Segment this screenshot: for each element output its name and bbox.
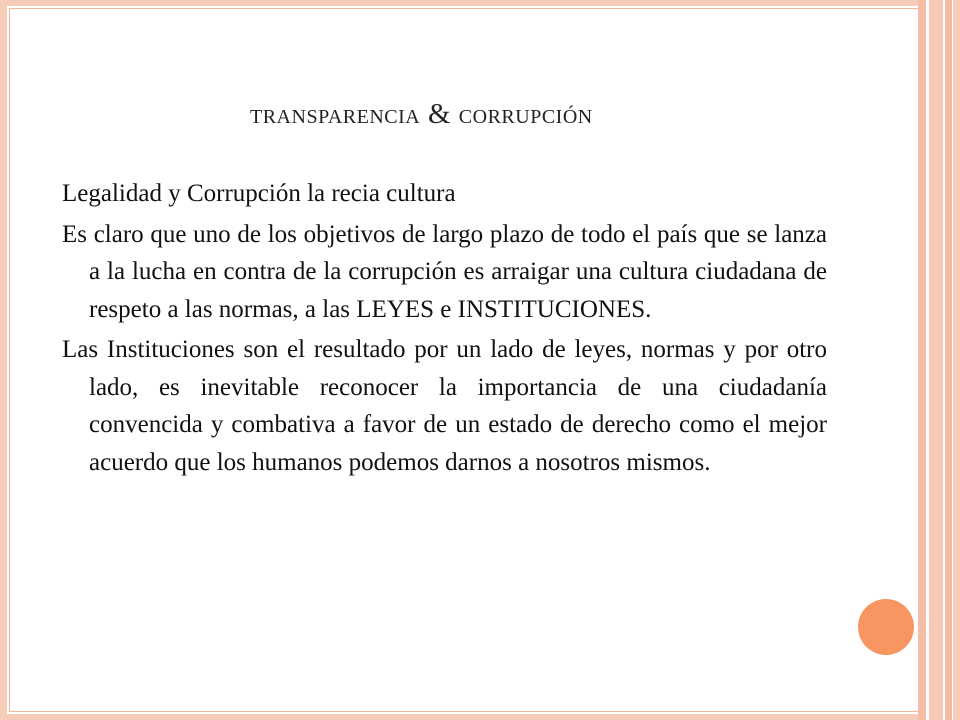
decorative-circle bbox=[858, 599, 914, 655]
slide-title: transparencia & corrupción bbox=[250, 98, 593, 130]
slide-body bbox=[62, 175, 827, 481]
stripe bbox=[929, 0, 943, 720]
stripe bbox=[918, 0, 926, 720]
decorative-side-stripes bbox=[918, 0, 960, 720]
body-paragraph: Es claro que uno de los objetivos de largo plazo de todo el país que se lanza a la lucha en contra de la corrupción es arraigar una cultura ciudadana de respeto a las normas, a las LEYES e INSTITUCIONES. bbox=[62, 220, 827, 323]
body-paragraph: Legalidad y Corrupción la recia cultura bbox=[62, 180, 456, 207]
stripe bbox=[945, 0, 952, 720]
body-paragraph: Las Instituciones son el resultado por un lado de leyes, normas y por otro lado, es inevitable reconocer la importancia de una ciudadanía convencida y combativa a favor de un estado de derecho como el mejor acuerdo que los humanos podemos darnos a nosotros mismos. bbox=[62, 336, 827, 476]
stripe bbox=[953, 0, 960, 720]
